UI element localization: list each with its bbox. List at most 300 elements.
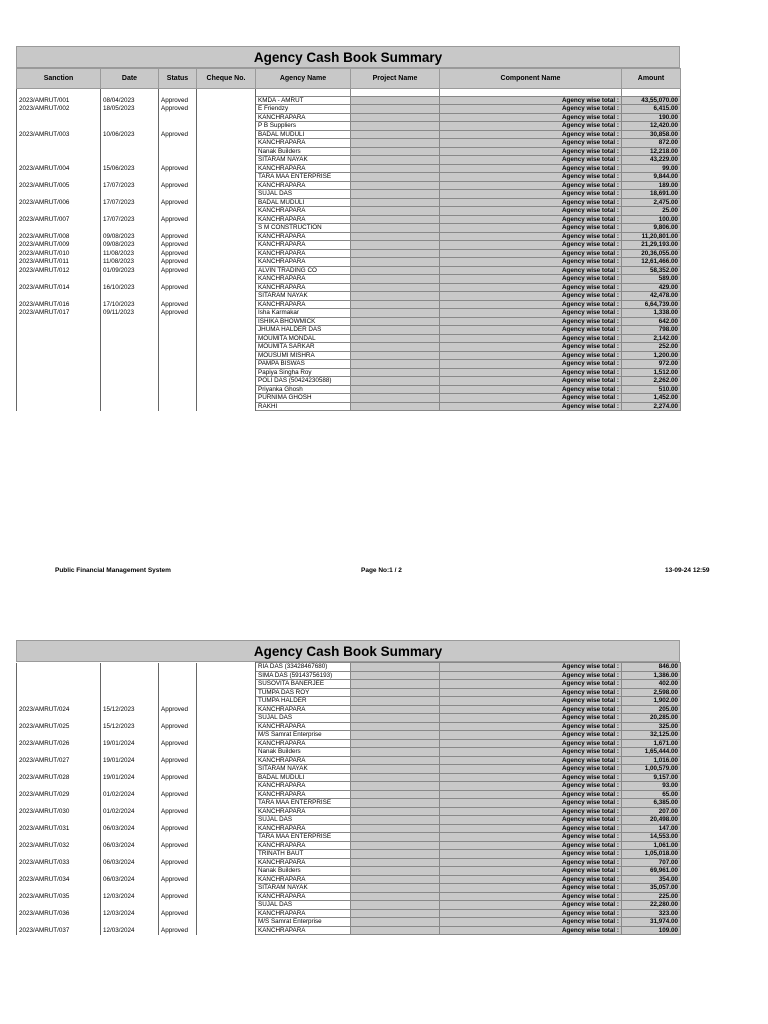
sanction-cell xyxy=(17,334,101,343)
agency-name-cell: SITARAM NAYAK xyxy=(256,292,351,301)
project-name-cell xyxy=(351,326,440,335)
amount-cell: 109.00 xyxy=(622,926,681,935)
col-status: Status xyxy=(159,69,197,89)
agency-total-label: Agency wise total : xyxy=(440,909,622,918)
sanction-cell: 2023/AMRUT/005 xyxy=(17,181,101,190)
agency-total-label: Agency wise total : xyxy=(440,790,622,799)
amount-cell: 2,142.00 xyxy=(622,334,681,343)
agency-name-cell: Nanak Builders xyxy=(256,748,351,757)
cheque-cell xyxy=(197,292,256,301)
table-row xyxy=(17,283,681,292)
table-row xyxy=(17,130,681,139)
status-cell xyxy=(159,816,197,825)
cheque-cell xyxy=(197,130,256,139)
project-name-cell xyxy=(351,697,440,706)
agency-name-cell: P B Suppliers xyxy=(256,122,351,131)
status-cell xyxy=(159,275,197,284)
sanction-cell: 2023/AMRUT/012 xyxy=(17,266,101,275)
project-name-cell xyxy=(351,385,440,394)
agency-total-label: Agency wise total : xyxy=(440,215,622,224)
amount-cell: 2,274.00 xyxy=(622,402,681,411)
agency-total-label: Agency wise total : xyxy=(440,113,622,122)
cheque-cell xyxy=(197,198,256,207)
date-cell: 06/03/2024 xyxy=(101,858,159,867)
agency-name-cell: KANCHRAPARA xyxy=(256,739,351,748)
col-project: Project Name xyxy=(351,69,440,89)
table-body xyxy=(17,663,681,935)
date-cell: 06/03/2024 xyxy=(101,824,159,833)
agency-total-label: Agency wise total : xyxy=(440,892,622,901)
date-cell xyxy=(101,816,159,825)
project-name-cell xyxy=(351,173,440,182)
amount-cell: 9,806.00 xyxy=(622,224,681,233)
sanction-cell xyxy=(17,122,101,131)
project-name-cell xyxy=(351,926,440,935)
date-cell xyxy=(101,765,159,774)
project-name-cell xyxy=(351,241,440,250)
agency-total-label: Agency wise total : xyxy=(440,688,622,697)
agency-name-cell: KANCHRAPARA xyxy=(256,824,351,833)
table-row xyxy=(17,918,681,927)
date-cell xyxy=(101,360,159,369)
project-name-cell xyxy=(351,816,440,825)
amount-cell: 1,512.00 xyxy=(622,368,681,377)
table-row xyxy=(17,275,681,284)
amount-cell: 1,061.00 xyxy=(622,841,681,850)
amount-cell: 43,229.00 xyxy=(622,156,681,165)
agency-name-cell: BADAL MUDULI xyxy=(256,130,351,139)
status-cell xyxy=(159,867,197,876)
agency-total-label: Agency wise total : xyxy=(440,807,622,816)
project-name-cell xyxy=(351,164,440,173)
table-row xyxy=(17,773,681,782)
table-row xyxy=(17,867,681,876)
cheque-cell xyxy=(197,343,256,352)
cheque-cell xyxy=(197,207,256,216)
project-name-cell xyxy=(351,705,440,714)
project-name-cell xyxy=(351,122,440,131)
sanction-cell: 2023/AMRUT/003 xyxy=(17,130,101,139)
table-row xyxy=(17,122,681,131)
table-row xyxy=(17,926,681,935)
cheque-cell xyxy=(197,748,256,757)
status-cell: Approved xyxy=(159,790,197,799)
date-cell xyxy=(101,731,159,740)
sanction-cell xyxy=(17,377,101,386)
agency-name-cell: SUSOVITA BANERJEE xyxy=(256,680,351,689)
agency-name-cell: KANCHRAPARA xyxy=(256,926,351,935)
project-name-cell xyxy=(351,892,440,901)
cheque-cell xyxy=(197,394,256,403)
amount-cell: 69,961.00 xyxy=(622,867,681,876)
project-name-cell xyxy=(351,215,440,224)
agency-name-cell: KANCHRAPARA xyxy=(256,164,351,173)
agency-name-cell: TUMPA HALDER xyxy=(256,697,351,706)
status-cell xyxy=(159,850,197,859)
cheque-cell xyxy=(197,147,256,156)
status-cell: Approved xyxy=(159,130,197,139)
status-cell xyxy=(159,901,197,910)
project-name-cell xyxy=(351,190,440,199)
agency-total-label: Agency wise total : xyxy=(440,207,622,216)
agency-total-label: Agency wise total : xyxy=(440,824,622,833)
agency-total-label: Agency wise total : xyxy=(440,105,622,114)
agency-name-cell: TARA MAA ENTERPRISE xyxy=(256,833,351,842)
amount-cell: 2,475.00 xyxy=(622,198,681,207)
cheque-cell xyxy=(197,360,256,369)
status-cell: Approved xyxy=(159,875,197,884)
sanction-cell: 2023/AMRUT/017 xyxy=(17,309,101,318)
cheque-cell xyxy=(197,739,256,748)
agency-total-label: Agency wise total : xyxy=(440,351,622,360)
cheque-cell xyxy=(197,867,256,876)
cheque-cell xyxy=(197,688,256,697)
status-cell xyxy=(159,173,197,182)
cheque-cell xyxy=(197,731,256,740)
sanction-cell xyxy=(17,663,101,672)
status-cell xyxy=(159,688,197,697)
agency-total-label: Agency wise total : xyxy=(440,867,622,876)
sanction-cell xyxy=(17,317,101,326)
status-cell: Approved xyxy=(159,705,197,714)
amount-cell: 14,553.00 xyxy=(622,833,681,842)
date-cell: 19/01/2024 xyxy=(101,739,159,748)
agency-name-cell: KANCHRAPARA xyxy=(256,875,351,884)
cheque-cell xyxy=(197,926,256,935)
agency-name-cell: ISHIKA BHOWMICK xyxy=(256,317,351,326)
agency-name-cell: S M CONSTRUCTION xyxy=(256,224,351,233)
project-name-cell xyxy=(351,884,440,893)
amount-cell: 22,280.00 xyxy=(622,901,681,910)
sanction-cell: 2023/AMRUT/037 xyxy=(17,926,101,935)
date-cell xyxy=(101,326,159,335)
date-cell xyxy=(101,663,159,672)
cheque-cell xyxy=(197,402,256,411)
amount-cell: 846.00 xyxy=(622,663,681,672)
agency-name-cell: M/S Samrat Enterprise xyxy=(256,731,351,740)
project-name-cell xyxy=(351,901,440,910)
date-cell xyxy=(101,156,159,165)
project-name-cell xyxy=(351,671,440,680)
date-cell: 08/04/2023 xyxy=(101,96,159,105)
project-name-cell xyxy=(351,181,440,190)
sanction-cell xyxy=(17,326,101,335)
amount-cell: 1,902.00 xyxy=(622,697,681,706)
cheque-cell xyxy=(197,122,256,131)
footer-page-number: Page No:1 / 2 xyxy=(361,567,402,574)
amount-cell: 1,338.00 xyxy=(622,309,681,318)
amount-cell: 707.00 xyxy=(622,858,681,867)
project-name-cell xyxy=(351,402,440,411)
date-cell xyxy=(101,680,159,689)
agency-name-cell: KANCHRAPARA xyxy=(256,858,351,867)
agency-total-label: Agency wise total : xyxy=(440,283,622,292)
cheque-cell xyxy=(197,875,256,884)
date-cell xyxy=(101,275,159,284)
sanction-cell xyxy=(17,207,101,216)
table-row xyxy=(17,824,681,833)
date-cell: 12/03/2024 xyxy=(101,892,159,901)
date-cell: 09/08/2023 xyxy=(101,232,159,241)
agency-name-cell: MOUSUMI MISHRA xyxy=(256,351,351,360)
table-row xyxy=(17,96,681,105)
sanction-cell: 2023/AMRUT/028 xyxy=(17,773,101,782)
status-cell xyxy=(159,697,197,706)
cheque-cell xyxy=(197,283,256,292)
status-cell: Approved xyxy=(159,241,197,250)
table-row xyxy=(17,181,681,190)
agency-name-cell: MOUMITA MONDAL xyxy=(256,334,351,343)
table-row xyxy=(17,258,681,267)
agency-name-cell: SUJAL DAS xyxy=(256,901,351,910)
status-cell xyxy=(159,680,197,689)
amount-cell: 429.00 xyxy=(622,283,681,292)
cheque-cell xyxy=(197,139,256,148)
agency-total-label: Agency wise total : xyxy=(440,705,622,714)
table-row xyxy=(17,317,681,326)
agency-total-label: Agency wise total : xyxy=(440,224,622,233)
date-cell xyxy=(101,748,159,757)
agency-name-cell: KANCHRAPARA xyxy=(256,722,351,731)
status-cell: Approved xyxy=(159,215,197,224)
agency-total-label: Agency wise total : xyxy=(440,309,622,318)
cheque-cell xyxy=(197,833,256,842)
table-row xyxy=(17,249,681,258)
table-row xyxy=(17,799,681,808)
project-name-cell xyxy=(351,765,440,774)
sanction-cell xyxy=(17,351,101,360)
date-cell xyxy=(101,671,159,680)
agency-total-label: Agency wise total : xyxy=(440,292,622,301)
table-row xyxy=(17,368,681,377)
status-cell: Approved xyxy=(159,232,197,241)
table-row xyxy=(17,402,681,411)
agency-name-cell: KANCHRAPARA xyxy=(256,181,351,190)
agency-name-cell: KANCHRAPARA xyxy=(256,215,351,224)
sanction-cell xyxy=(17,816,101,825)
status-cell xyxy=(159,190,197,199)
project-name-cell xyxy=(351,96,440,105)
agency-total-label: Agency wise total : xyxy=(440,317,622,326)
agency-total-label: Agency wise total : xyxy=(440,765,622,774)
agency-name-cell: KANCHRAPARA xyxy=(256,113,351,122)
date-cell xyxy=(101,292,159,301)
table-row xyxy=(17,215,681,224)
project-name-cell xyxy=(351,756,440,765)
agency-total-label: Agency wise total : xyxy=(440,334,622,343)
date-cell xyxy=(101,190,159,199)
sanction-cell: 2023/AMRUT/024 xyxy=(17,705,101,714)
sanction-cell: 2023/AMRUT/025 xyxy=(17,722,101,731)
date-cell xyxy=(101,317,159,326)
status-cell: Approved xyxy=(159,258,197,267)
amount-cell: 1,671.00 xyxy=(622,739,681,748)
date-cell xyxy=(101,697,159,706)
table-row xyxy=(17,394,681,403)
sanction-cell xyxy=(17,782,101,791)
cash-book-table xyxy=(16,68,681,411)
cheque-cell xyxy=(197,300,256,309)
amount-cell: 11,20,801.00 xyxy=(622,232,681,241)
date-cell xyxy=(101,139,159,148)
project-name-cell xyxy=(351,300,440,309)
table-row xyxy=(17,385,681,394)
amount-cell: 12,61,466.00 xyxy=(622,258,681,267)
agency-name-cell: KMDA - AMRUT xyxy=(256,96,351,105)
status-cell xyxy=(159,394,197,403)
agency-total-label: Agency wise total : xyxy=(440,402,622,411)
project-name-cell xyxy=(351,773,440,782)
table-row xyxy=(17,224,681,233)
project-name-cell xyxy=(351,139,440,148)
cheque-cell xyxy=(197,317,256,326)
date-cell: 09/11/2023 xyxy=(101,309,159,318)
amount-cell: 189.00 xyxy=(622,181,681,190)
sanction-cell xyxy=(17,799,101,808)
amount-cell: 30,858.00 xyxy=(622,130,681,139)
cheque-cell xyxy=(197,113,256,122)
status-cell xyxy=(159,748,197,757)
date-cell: 19/01/2024 xyxy=(101,756,159,765)
sanction-cell xyxy=(17,671,101,680)
date-cell xyxy=(101,351,159,360)
date-cell: 11/08/2023 xyxy=(101,249,159,258)
agency-name-cell: TARA MAA ENTERPRISE xyxy=(256,173,351,182)
project-name-cell xyxy=(351,360,440,369)
agency-total-label: Agency wise total : xyxy=(440,266,622,275)
status-cell xyxy=(159,147,197,156)
table-row xyxy=(17,334,681,343)
date-cell xyxy=(101,173,159,182)
status-cell xyxy=(159,385,197,394)
status-cell: Approved xyxy=(159,105,197,114)
date-cell xyxy=(101,833,159,842)
date-cell: 01/02/2024 xyxy=(101,790,159,799)
project-name-cell xyxy=(351,207,440,216)
sanction-cell: 2023/AMRUT/031 xyxy=(17,824,101,833)
status-cell: Approved xyxy=(159,909,197,918)
table-row xyxy=(17,697,681,706)
amount-cell: 6,64,739.00 xyxy=(622,300,681,309)
date-cell: 01/09/2023 xyxy=(101,266,159,275)
sanction-cell xyxy=(17,867,101,876)
cheque-cell xyxy=(197,824,256,833)
agency-name-cell: BADAL MUDULI xyxy=(256,198,351,207)
agency-name-cell: E Friendzy xyxy=(256,105,351,114)
date-cell xyxy=(101,799,159,808)
date-cell: 17/07/2023 xyxy=(101,215,159,224)
date-cell: 17/07/2023 xyxy=(101,198,159,207)
sanction-cell xyxy=(17,918,101,927)
agency-name-cell: TRINATH BAUT xyxy=(256,850,351,859)
status-cell xyxy=(159,377,197,386)
agency-name-cell: ALVIN TRADING CO xyxy=(256,266,351,275)
cheque-cell xyxy=(197,232,256,241)
table-row xyxy=(17,207,681,216)
status-cell: Approved xyxy=(159,892,197,901)
agency-total-label: Agency wise total : xyxy=(440,122,622,131)
table-row xyxy=(17,377,681,386)
col-amount: Amount xyxy=(622,69,681,89)
agency-total-label: Agency wise total : xyxy=(440,918,622,927)
date-cell xyxy=(101,884,159,893)
table-row xyxy=(17,326,681,335)
table-row xyxy=(17,156,681,165)
amount-cell: 43,55,070.00 xyxy=(622,96,681,105)
project-name-cell xyxy=(351,351,440,360)
table-row xyxy=(17,858,681,867)
cheque-cell xyxy=(197,756,256,765)
col-agency: Agency Name xyxy=(256,69,351,89)
cheque-cell xyxy=(197,334,256,343)
project-name-cell xyxy=(351,722,440,731)
agency-total-label: Agency wise total : xyxy=(440,173,622,182)
status-cell: Approved xyxy=(159,96,197,105)
agency-total-label: Agency wise total : xyxy=(440,232,622,241)
cheque-cell xyxy=(197,841,256,850)
amount-cell: 2,598.00 xyxy=(622,688,681,697)
date-cell: 09/08/2023 xyxy=(101,241,159,250)
status-cell: Approved xyxy=(159,249,197,258)
date-cell xyxy=(101,867,159,876)
agency-total-label: Agency wise total : xyxy=(440,258,622,267)
date-cell: 15/12/2023 xyxy=(101,705,159,714)
date-cell xyxy=(101,688,159,697)
status-cell xyxy=(159,334,197,343)
project-name-cell xyxy=(351,833,440,842)
agency-name-cell: Isha Karmakar xyxy=(256,309,351,318)
project-name-cell xyxy=(351,748,440,757)
sanction-cell: 2023/AMRUT/026 xyxy=(17,739,101,748)
project-name-cell xyxy=(351,799,440,808)
table-row xyxy=(17,292,681,301)
sanction-cell xyxy=(17,139,101,148)
table-header-row xyxy=(17,69,681,89)
amount-cell: 1,65,444.00 xyxy=(622,748,681,757)
table-row xyxy=(17,351,681,360)
agency-total-label: Agency wise total : xyxy=(440,275,622,284)
table-row xyxy=(17,190,681,199)
status-cell xyxy=(159,224,197,233)
amount-cell: 20,285.00 xyxy=(622,714,681,723)
agency-total-label: Agency wise total : xyxy=(440,680,622,689)
project-name-cell xyxy=(351,731,440,740)
table-row xyxy=(17,266,681,275)
date-cell xyxy=(101,377,159,386)
report-page-2 xyxy=(16,640,680,935)
cheque-cell xyxy=(197,765,256,774)
agency-total-label: Agency wise total : xyxy=(440,858,622,867)
date-cell: 06/03/2024 xyxy=(101,875,159,884)
sanction-cell: 2023/AMRUT/034 xyxy=(17,875,101,884)
agency-total-label: Agency wise total : xyxy=(440,377,622,386)
amount-cell: 6,385.00 xyxy=(622,799,681,808)
cheque-cell xyxy=(197,782,256,791)
status-cell xyxy=(159,368,197,377)
project-name-cell xyxy=(351,249,440,258)
sanction-cell xyxy=(17,688,101,697)
agency-name-cell: KANCHRAPARA xyxy=(256,300,351,309)
agency-total-label: Agency wise total : xyxy=(440,833,622,842)
date-cell: 10/06/2023 xyxy=(101,130,159,139)
agency-name-cell: Priyanka Ghosh xyxy=(256,385,351,394)
agency-total-label: Agency wise total : xyxy=(440,368,622,377)
amount-cell: 9,844.00 xyxy=(622,173,681,182)
amount-cell: 12,218.00 xyxy=(622,147,681,156)
project-name-cell xyxy=(351,867,440,876)
amount-cell: 1,386.00 xyxy=(622,671,681,680)
cheque-cell xyxy=(197,377,256,386)
